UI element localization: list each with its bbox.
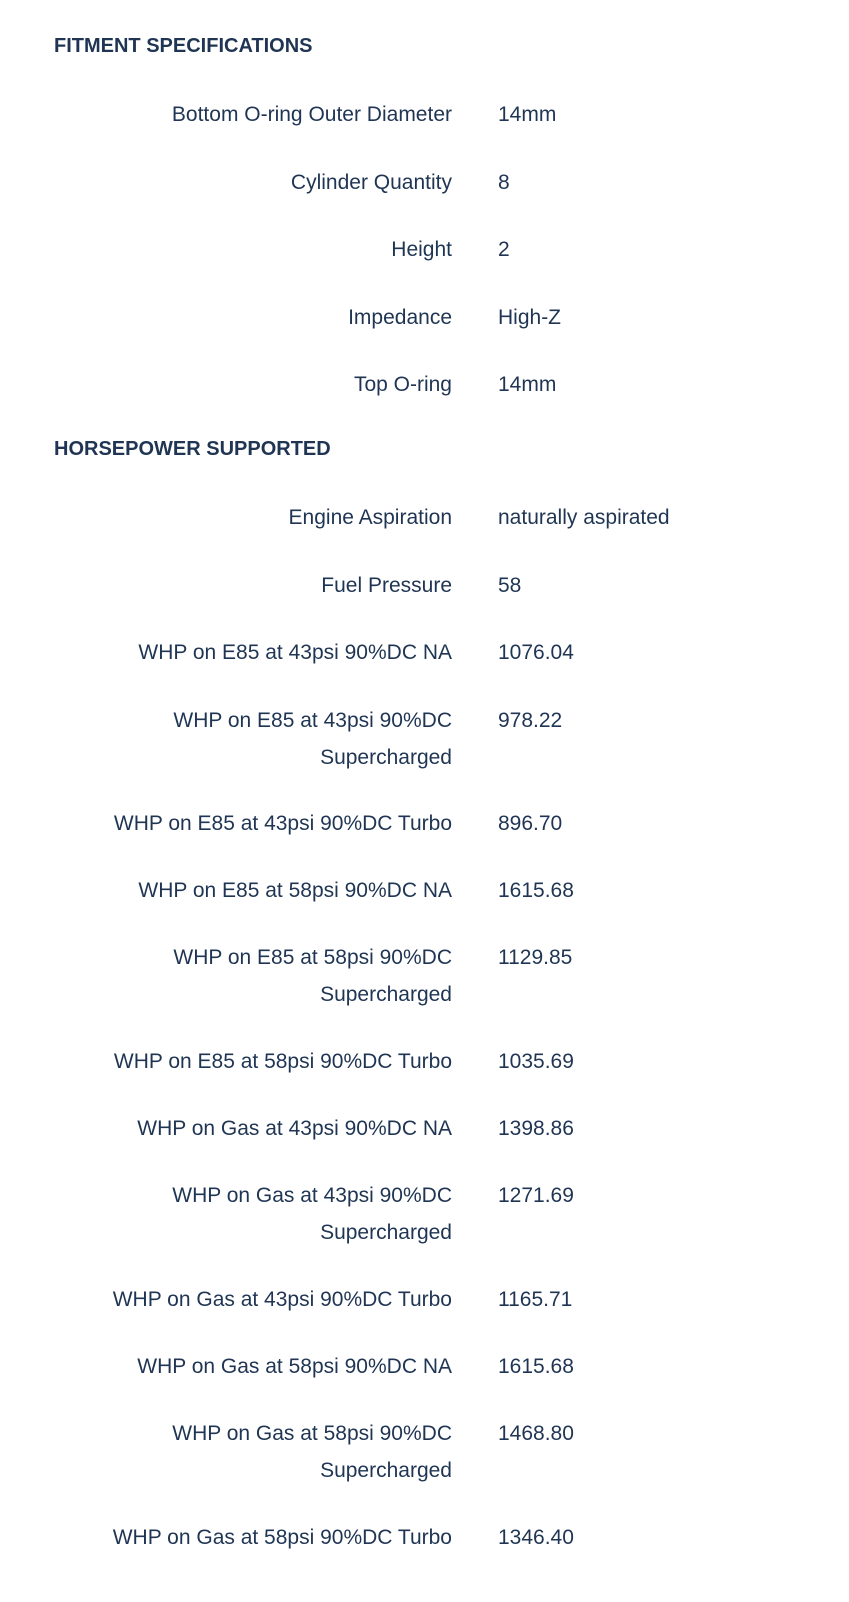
spec-row (0, 299, 849, 336)
spec-row (0, 634, 849, 671)
spec-value: 1468.80 (498, 1422, 574, 1445)
spec-row (0, 1519, 849, 1556)
spec-label: Fuel Pressure (321, 574, 452, 597)
spec-value: 1398.86 (498, 1117, 574, 1140)
spec-row (0, 164, 849, 201)
spec-value: 1271.69 (498, 1184, 574, 1207)
spec-value: 1076.04 (498, 641, 574, 664)
spec-label: WHP on E85 at 43psi 90%DC Turbo (113, 812, 452, 835)
spec-label: WHP on E85 at 43psi 90%DC NA (138, 641, 452, 664)
spec-label: Engine Aspiration (288, 506, 452, 529)
spec-row (0, 499, 849, 536)
spec-value: 2 (498, 238, 510, 261)
spec-value: 58 (498, 574, 522, 597)
spec-row (0, 1043, 849, 1080)
spec-value: High-Z (498, 306, 562, 329)
spec-label: WHP on Gas at 58psi 90%DC Supercharged (172, 1422, 452, 1482)
spec-label: Cylinder Quantity (290, 171, 452, 194)
spec-row (0, 1177, 849, 1251)
spec-row (0, 366, 849, 403)
spec-label: Top O-ring (353, 373, 452, 396)
spec-value: naturally aspirated (498, 506, 670, 529)
spec-label: WHP on E85 at 58psi 90%DC NA (138, 879, 452, 902)
spec-label: WHP on Gas at 43psi 90%DC NA (137, 1117, 452, 1140)
spec-row (0, 1348, 849, 1385)
spec-label: WHP on E85 at 58psi 90%DC Turbo (113, 1050, 452, 1073)
spec-row (0, 702, 849, 776)
spec-label: Bottom O-ring Outer Diameter (171, 103, 452, 126)
horsepower-supported-heading: HORSEPOWER SUPPORTED (54, 438, 331, 460)
spec-value: 978.22 (498, 709, 563, 732)
spec-value: 1165.71 (498, 1288, 573, 1311)
spec-label: Height (391, 238, 452, 261)
spec-label: WHP on E85 at 58psi 90%DC Supercharged (173, 946, 452, 1006)
spec-row (0, 805, 849, 842)
fitment-specifications-heading: FITMENT SPECIFICATIONS (54, 35, 313, 57)
spec-value: 1346.40 (498, 1526, 574, 1549)
spec-value: 1129.85 (498, 946, 573, 969)
spec-value: 896.70 (498, 812, 563, 835)
spec-row (0, 1281, 849, 1318)
spec-label: WHP on E85 at 43psi 90%DC Supercharged (173, 709, 452, 769)
spec-label: Impedance (348, 306, 452, 329)
spec-label: WHP on Gas at 58psi 90%DC NA (137, 1355, 452, 1378)
spec-row (0, 231, 849, 268)
spec-value: 1035.69 (498, 1050, 574, 1073)
spec-value: 14mm (498, 103, 557, 126)
spec-value: 1615.68 (498, 1355, 574, 1378)
spec-value: 1615.68 (498, 879, 574, 902)
spec-row (0, 1415, 849, 1489)
spec-row (0, 96, 849, 133)
spec-label: WHP on Gas at 43psi 90%DC Supercharged (172, 1184, 452, 1244)
spec-row (0, 567, 849, 604)
spec-value: 14mm (498, 373, 557, 396)
spec-label: WHP on Gas at 58psi 90%DC Turbo (112, 1526, 452, 1549)
spec-value: 8 (498, 171, 510, 194)
spec-row (0, 872, 849, 909)
spec-row (0, 939, 849, 1013)
spec-label: WHP on Gas at 43psi 90%DC Turbo (112, 1288, 452, 1311)
spec-row (0, 1110, 849, 1147)
